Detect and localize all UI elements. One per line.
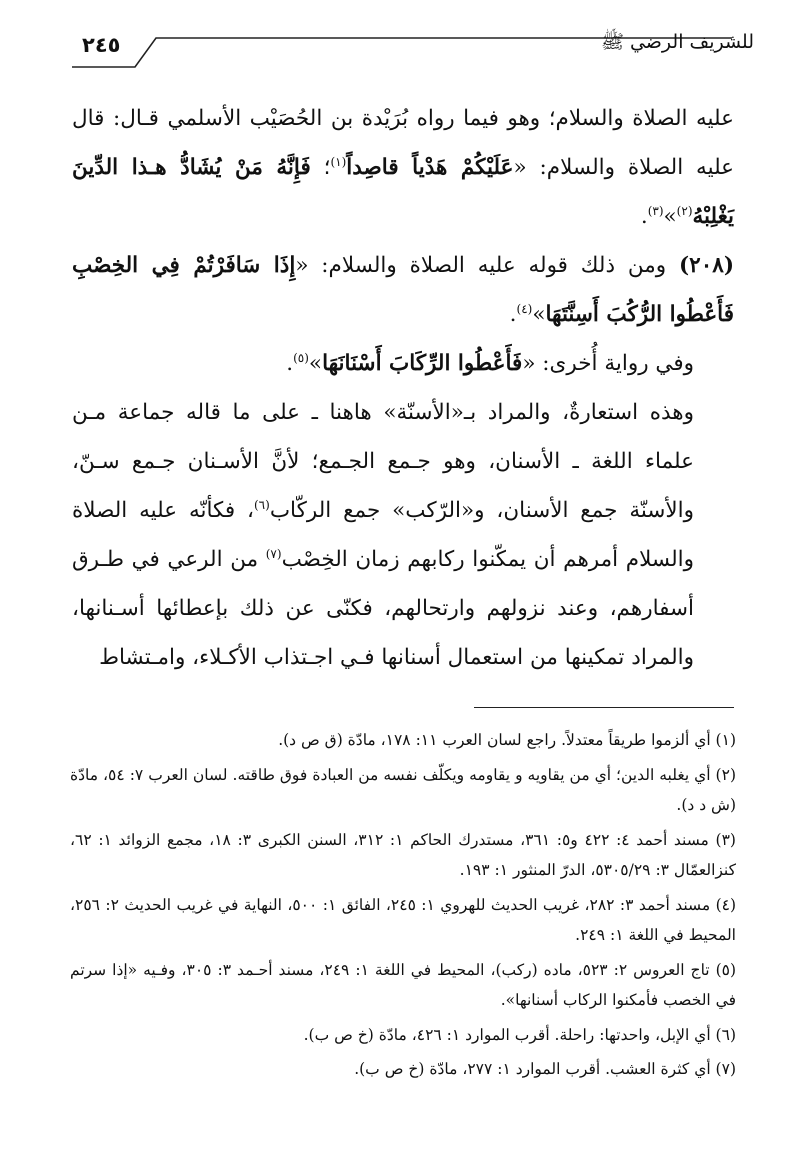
- footnote: (٥) تاج العروس ٢: ٥٢٣، ماده (ركب)، المحيط في اللغة ١: ٢٤٩، مسند أحـمد ٣: ٣٠٥، وفـيه «إذا سرتم في الخصب فأمكنوا الركاب أسنانها».: [70, 960, 737, 1009]
- hadith-quote: إِذَا سَافَرْتُمْ فِي الخِصْبِ فَأَعْطُوا الرُّكُبَ أَسِنَّتَهَا: [72, 253, 734, 327]
- page-number: ٢٤٥: [82, 33, 121, 57]
- footnote-ref: (١): [330, 154, 347, 169]
- hadith-quote: عَلَيْكُمْ هَدْياً قاصِداً: [346, 155, 514, 180]
- footnote-ref: (٤): [516, 301, 533, 316]
- footnote-ref: (٦): [253, 497, 270, 512]
- footnote: (١) أي ألزموا طريقاً معتدلاً. راجع لسان العرب ١١: ١٧٨، مادّة (ق ص د).: [278, 731, 736, 749]
- section-number: (٢٠٨): [678, 253, 734, 278]
- footnotes: [70, 725, 736, 1089]
- footnote: (٧) أي كثرة العشب. أقرب الموارد ١: ٢٧٧، مادّة (خ ص ب).: [354, 1060, 736, 1078]
- footnote-divider: [474, 707, 734, 708]
- footnote-ref: (٣): [647, 203, 664, 218]
- hadith-quote: فَأَعْطُوا الرِّكَابَ أَسْنَانَهَا: [322, 351, 523, 376]
- paragraph-3: وفي رواية أُخرى: «فَأَعْطُوا الرِّكَابَ أَسْنَانَهَا»$^{(٥)}$.: [286, 350, 694, 376]
- footnote-ref: (٧): [265, 546, 282, 561]
- footnote: (٢) أي يغلبه الدين؛ أي من يقاويه و يقاومه ويكلّف نفسه من العبادة فوق طاقته. لسان العرب ٧: ٥٤، مادّة (ش د د).: [70, 765, 736, 814]
- footnote: (٤) مسند أحمد ٣: ٢٨٢، غريب الحديث للهروي ١: ٢٤٥، الفائق ١: ٥٠٠، النهاية في غريب الحديث ٢: ٢٥٦، المحيط في اللغة ١: ٢٤٩.: [70, 895, 737, 944]
- footnote-ref: (٢): [676, 203, 693, 218]
- footnote-ref: (٥): [293, 350, 309, 365]
- footnote: (٣) مسند أحمد ٤: ٤٢٢ و٥: ٣٦١، مستدرك الحاكم ١: ٣١٢، السنن الكبرى ٣: ١٨، مجمع الزوائد ١: ٦٢، كنزالعمّال ٣: ٥٣٠٥/٢٩، الدرّ المنثور ١: ١٩٣.: [70, 830, 736, 879]
- body-text: [72, 94, 734, 682]
- paragraph-1: عليه الصلاة والسلام؛ وهو فيما رواه بُرَيْدة بن الحُصَيْب الأسلمي قـال: قال عليه الصلاة والسلام: «عَلَيْكُمْ هَدْياً قاصِداً$^{(١)}$؛ فَإِنَّهُ مَنْ يُشَادُّ هـذا الدِّينَ يَغْلِبْهُ$^{(٢)}$»$^{(٣)}$.: [72, 106, 735, 229]
- footnote: (٦) أي الإبل، واحدتها: راحلة. أقرب الموارد ١: ٤٢٦، مادّة (خ ص ب).: [303, 1025, 736, 1044]
- paragraph-4: وهذه استعارةٌ، والمراد بـ«الأسنّة» هاهنا ـ على ما قاله جماعة مـن علماء اللغة ـ الأسنان، وهو جـمع الجـمع؛ لأنَّ الأسـنان جـمع سـنّ، والأسنّة جمع الأسنان، و«الرّكب» جمع الركّاب$^{(٦)}$، فكأنّه عليه الصلاة والسلام أمرهم أن يمكّنوا ركابهم زمان الخِصْب$^{(٧)}$ من الرعي في طـرق أسفارهم، وعند نزولهم وارتحالهم، فكنّى عن ذلك بإعطائها أسـنانها، والمراد تمكينها من استعمال أسنانها فـي اجـتذاب الأكـلاء، وامـتشاط: [72, 400, 694, 670]
- running-title: للشريف الرضي ﷺ: [600, 31, 754, 53]
- paragraph-2: (٢٠٨) ومن ذلك قوله عليه الصلاة والسلام: «إِذَا سَافَرْتُمْ فِي الخِصْبِ فَأَعْطُوا الرُّكُبَ أَسِنَّتَهَا»$^{(٤)}$.: [72, 253, 734, 327]
- hadith-quote: فَإِنَّهُ مَنْ يُشَادُّ هـذا الدِّينَ يَغْلِبْهُ: [72, 155, 734, 229]
